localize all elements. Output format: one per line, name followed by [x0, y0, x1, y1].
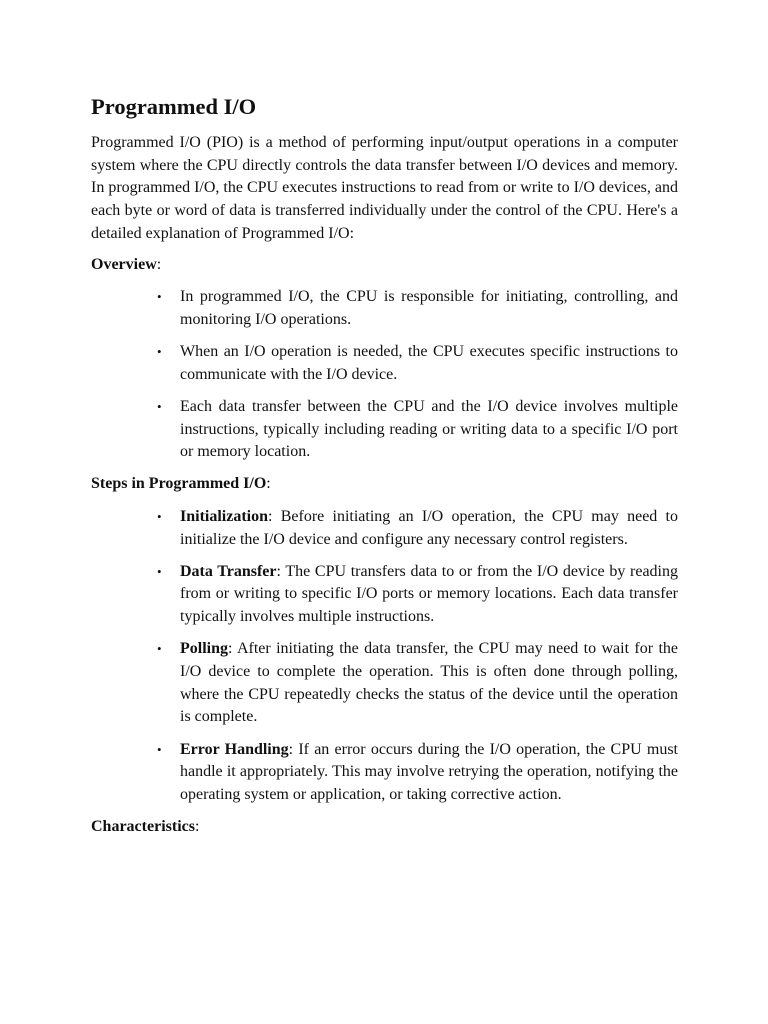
overview-heading: Overview: [91, 255, 162, 273]
steps-heading: Steps in Programmed I/O: [91, 475, 271, 493]
list-item [180, 638, 678, 729]
step-term: Error Handling [180, 740, 289, 758]
list-item: • In programmed I/O, the CPU is responsible for initiating, controlling, and monitoring I/O operations. [180, 286, 678, 331]
step-text: : After initiating the data transfer, the CPU may need to wait for the I/O device to complete the operation. This is often done through polling, where the CPU repeatedly checks the status of the device until the operation is complete. [180, 640, 678, 726]
step-term: Polling [180, 640, 229, 658]
characteristics-heading: Characteristics: [91, 817, 200, 835]
intro-paragraph: Programmed I/O (PIO) is a method of performing input/output operations in a computer system where the CPU directly controls the data transfer between I/O devices and memory. In programmed I/O, the CPU executes instructions to read from or write to I/O devices, and each byte or word of data is transferred individually under the control of the CPU. Here's a detailed explanation of Programmed I/O: [91, 134, 678, 242]
list-item [180, 561, 678, 629]
overview-heading-text: Overview [91, 255, 157, 273]
step-text: : The CPU transfers data to or from the I/O device by reading from or writing to specific I/O ports or memory locations. Each data transfer typically involves multiple instructions. [180, 562, 678, 626]
step-text: : If an error occurs during the I/O operation, the CPU must handle it appropriately. This may involve retrying the operation, notifying the operating system or application, or taking corrective action. [180, 740, 678, 804]
characteristics-heading-text: Characteristics [91, 817, 195, 835]
steps-list [91, 506, 678, 807]
page-title: Programmed I/O [91, 94, 257, 119]
overview-list [91, 286, 678, 464]
list-item [180, 506, 678, 551]
step-term: Initialization [180, 507, 269, 525]
list-item: • When an I/O operation is needed, the CPU executes specific instructions to communicate with the I/O device. [180, 341, 678, 386]
list-item: • Each data transfer between the CPU and the I/O device involves multiple instructions, typically including reading or writing data to a specific I/O port or memory location. [180, 396, 678, 464]
document-page [91, 92, 678, 848]
step-term: Data Transfer [180, 562, 277, 580]
steps-heading-text: Steps in Programmed I/O [91, 475, 267, 493]
step-text: : Before initiating an I/O operation, the CPU may need to initialize the I/O device and configure any necessary control registers. [180, 507, 678, 548]
list-item [180, 739, 678, 807]
